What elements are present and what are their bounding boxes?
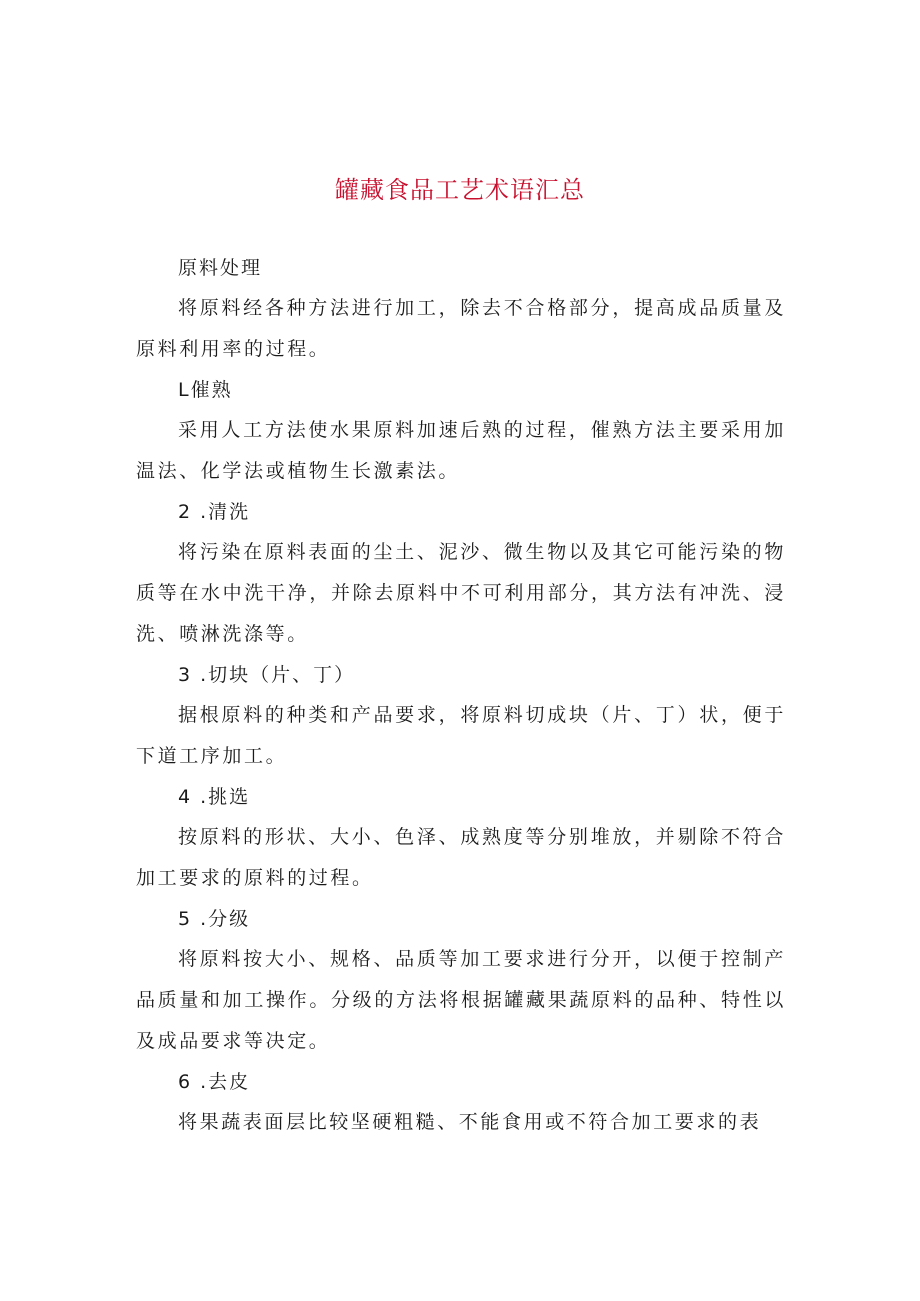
section-heading-raw-material-processing: 原料处理	[178, 257, 263, 279]
section-text-raw-material-processing: 将原料经各种方法进行加工，除去不合格部分，提高成品质量及原料利用率的过程。	[136, 297, 786, 360]
section-heading-cutting: 3 .切块（片、丁）	[178, 664, 356, 686]
section-text-grading: 将原料按大小、规格、品质等加工要求进行分开，以便于控制产品质量和加工操作。分级的方法将根据罐藏果蔬原料的品种、特性以及成品要求等决定。	[136, 948, 786, 1052]
section-heading-washing: 2 .清洗	[178, 501, 251, 523]
section-heading-ripening: L催熟	[178, 379, 233, 401]
section-text-washing: 将污染在原料表面的尘土、泥沙、微生物以及其它可能污染的物质等在水中洗干净，并除去原料中不可利用部分，其方法有冲洗、浸洗、喷淋洗涤等。	[136, 541, 786, 645]
section-text-cutting: 据根原料的种类和产品要求，将原料切成块（片、丁）状，便于下道工序加工。	[136, 704, 786, 767]
section-heading-grading: 5 .分级	[178, 908, 251, 930]
section-heading-peeling: 6 .去皮	[178, 1071, 251, 1093]
section-text-ripening: 采用人工方法使水果原料加速后熟的过程，催熟方法主要采用加温法、化学法或植物生长激素法。	[136, 419, 786, 482]
section-heading-sorting: 4 .挑选	[178, 786, 251, 808]
section-text-peeling: 将果蔬表面层比较坚硬粗糙、不能食用或不符合加工要求的表	[178, 1111, 762, 1133]
section-text-sorting: 按原料的形状、大小、色泽、成熟度等分别堆放，并剔除不符合加工要求的原料的过程。	[136, 826, 786, 889]
document-title: 罐藏食品工艺术语汇总	[335, 176, 585, 204]
document-body	[136, 248, 786, 1143]
